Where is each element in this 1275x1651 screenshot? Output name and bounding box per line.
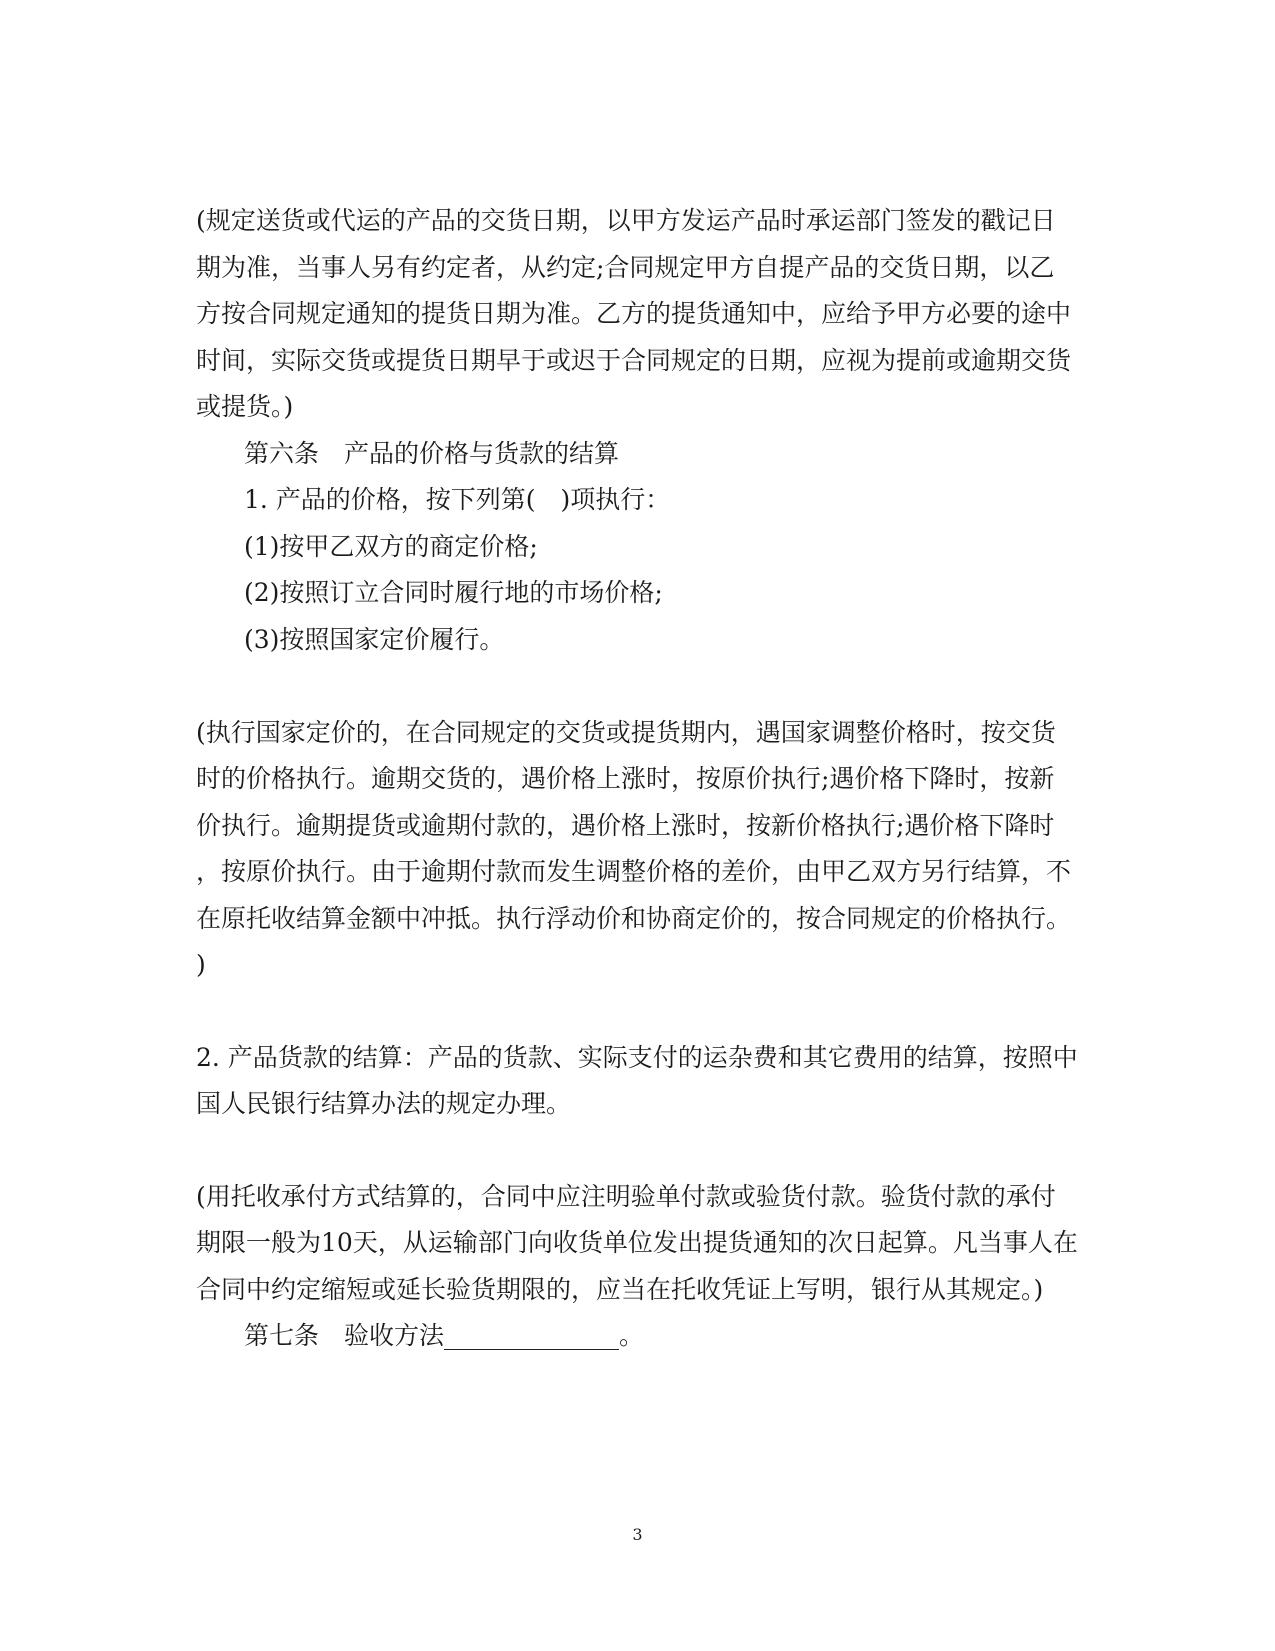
paragraph-line: 方按合同规定通知的提货日期为准。乙方的提货通知中，应给予甲方必要的途中: [196, 299, 1072, 328]
paragraph-line: 或提货。): [196, 392, 294, 421]
paragraph-line: 时的价格执行。逾期交货的，遇价格上涨时，按原价执行;遇价格下降时，按新: [196, 764, 1055, 793]
paragraph-line: (执行国家定价的，在合同规定的交货或提货期内，遇国家调整价格时，按交货: [196, 718, 1056, 747]
price-clause: 1. 产品的价格，按下列第( )项执行：: [244, 485, 671, 514]
price-option-1: (1)按甲乙双方的商定价格;: [244, 532, 538, 561]
paragraph-line: 国人民银行结算办法的规定办理。: [196, 1089, 572, 1118]
price-option-3: (3)按照国家定价履行。: [244, 625, 505, 654]
paragraph-line: 合同中约定缩短或延长验货期限的，应当在托收凭证上写明，银行从其规定。): [196, 1275, 1044, 1304]
paragraph-line: (规定送货或代运的产品的交货日期，以甲方发运产品时承运部门签发的戳记日: [196, 206, 1056, 235]
settlement-clause: 2. 产品货款的结算：产品的货款、实际支付的运杂费和其它费用的结算，按照中: [196, 1043, 1078, 1072]
paragraph-line: 时间，实际交货或提货日期早于或迟于合同规定的日期，应视为提前或逾期交货: [196, 346, 1072, 375]
paragraph-line: ，按原价执行。由于逾期付款而发生调整价格的差价，由甲乙双方另行结算，不: [196, 857, 1072, 886]
article-seven-heading: 第七条 验收方法______________。: [244, 1321, 645, 1350]
paragraph-line: 期限一般为10天，从运输部门向收货单位发出提货通知的次日起算。凡当事人在: [196, 1228, 1078, 1257]
page-number: 3: [632, 1525, 643, 1544]
paragraph-line: 价执行。逾期提货或逾期付款的，遇价格上涨时，按新价格执行;遇价格下降时: [196, 811, 1055, 840]
paragraph-line: (用托收承付方式结算的，合同中应注明验单付款或验货付款。验货付款的承付: [196, 1182, 1056, 1211]
paragraph-line: ): [196, 950, 206, 979]
price-option-2: (2)按照订立合同时履行地的市场价格;: [244, 578, 663, 607]
article-six-heading: 第六条 产品的价格与货款的结算: [244, 439, 620, 468]
paragraph-line: 期为准，当事人另有约定者，从约定;合同规定甲方自提产品的交货日期，以乙: [196, 253, 1055, 282]
paragraph-line: 在原托收结算金额中冲抵。执行浮动价和协商定价的，按合同规定的价格执行。: [196, 904, 1072, 933]
